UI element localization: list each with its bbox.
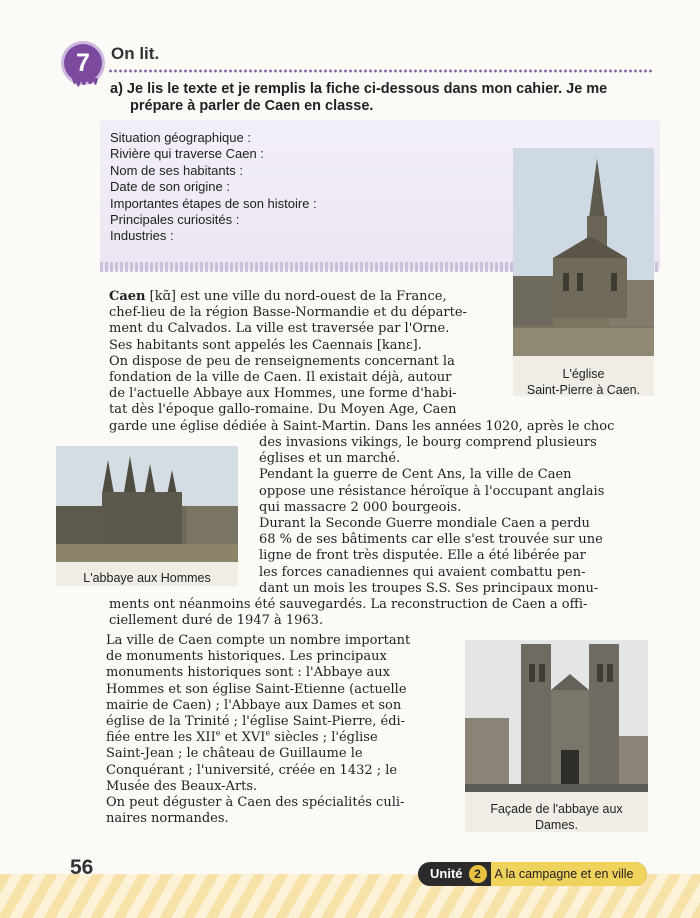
text-line: dant un mois les troupes S.S. Ses principaux monu- [259,580,599,596]
text-block-monuments [106,633,410,827]
section-title: On lit. [111,44,160,63]
text-span: et XVI [220,730,266,746]
text-line: ment du Calvados. La ville est traversée par l'Orne. [109,321,450,337]
text-block-intro [109,289,614,435]
text-line: mairie de Caen) ; l'Abbaye aux Dames et son [106,697,402,713]
text-line: Pendant la guerre de Cent Ans, la ville de Caen [259,467,572,483]
text-block-history [259,435,604,597]
superscript: e [265,728,271,738]
text-span: siècles ; l'église [270,730,378,746]
text-line: Ses habitants sont appelés les Caennais [kanɛ]. [109,337,422,353]
text-block-reconstruction [109,597,587,629]
caen-bold: Caen [109,289,146,304]
text-line: Musée des Beaux-Arts. [106,778,258,794]
unit-tab [418,862,647,886]
text-line: églises et un marché. [259,451,401,467]
exercise-number-badge: 7 [64,44,102,82]
photo-card-abbaye-hommes [56,446,238,586]
unit-title: A la campagne et en ville [491,862,648,886]
superscript: e [215,728,221,738]
fiche-line: Date de son origine : [110,179,230,195]
text-line: qui massacre 2 000 bourgeois. [259,499,462,515]
text-line: Hommes et son église Saint-Etienne (actuelle [106,681,407,697]
text-line: monuments historiques sont : l'Abbaye aux [106,665,391,681]
caption-line: L'église [562,367,605,381]
text-line: Conquérant ; l'université, créée en 1432 ; le [106,762,398,778]
text-line: On dispose de peu de renseignements concernant la [109,353,455,369]
text-line [106,730,410,746]
text-line: oppose une résistance héroïque à l'occupant anglais [259,483,605,499]
page-number: 56 [70,856,94,879]
text-span: [kɑ̃] est une ville du nord-ouest de la France, [149,289,447,304]
fiche-line: Situation géographique : [110,130,251,145]
exercise-instruction [110,81,658,115]
fiche-line: Rivière qui traverse Caen : [110,146,264,162]
unit-number: 2 [469,865,487,883]
text-line: de l'actuelle Abbaye aux Hommes, une forme d'habi- [109,386,457,402]
text-line: chef-lieu de la région Basse-Normandie et du départe- [109,305,467,321]
text-line: église de la Trinité ; l'église Saint-Pierre, édi- [106,714,406,730]
fiche-line: Industries : [110,228,174,244]
photo-abbaye-aux-dames [465,640,648,792]
text-line: ments ont néanmoins été sauvegardés. La reconstruction de Caen a offi- [109,597,588,612]
photo-abbaye-aux-hommes [56,446,238,562]
caption-line: Dames. [534,818,579,832]
text-span: fiée entre les XII [106,730,216,746]
fiche-list [110,130,317,245]
photo-card-abbaye-dames [465,640,648,832]
text-line [109,289,614,305]
fiche-line: Importantes étapes de son histoire : [110,195,317,211]
caption-abbaye-hommes: L'abbaye aux Hommes [83,571,211,585]
text-line: des invasions vikings, le bourg comprend plusieurs [259,435,597,450]
text-line: naires normandes. [106,811,229,827]
text-line: fondation de la ville de Caen. Il existait déjà, autour [109,370,452,386]
text-line: les forces canadiennes qui avaient combattu pen- [259,564,586,580]
text-line: Durant la Seconde Guerre mondiale Caen a perdu [259,516,590,532]
caption-line: Façade de l'abbaye aux [490,802,623,816]
caption-abbaye-dames [465,801,648,833]
text-line: Saint-Jean ; le château de Guillaume le [106,746,363,762]
caption-line: Saint-Pierre à Caen. [526,383,641,397]
dotted-rule [108,68,654,74]
text-line: 68 % de ses bâtiments car elle s'est trouvée sur une [259,532,603,548]
instruction-line: prépare à parler de Caen en classe. [130,98,374,114]
fiche-line: Principales curiosités : [110,212,240,228]
text-line: La ville de Caen compte un nombre important [106,633,411,648]
instruction-line: a) Je lis le texte et je remplis la fiche ci-dessous dans mon cahier. Je me [110,81,608,97]
text-line: tat dès l'époque gallo-romaine. Du Moyen Age, Caen [109,402,457,418]
text-line: garde une église dédiée à Saint-Martin. Dans les années 1020, après le choc [109,418,615,434]
text-line: ciellement duré de 1947 à 1963. [109,613,324,629]
text-line: On peut déguster à Caen des spécialités culi- [106,795,405,811]
paint-drip-decoration [70,78,100,94]
fiche-line: Nom de ses habitants : [110,162,243,178]
text-line: ligne de front très disputée. Elle a été libérée par [259,548,586,564]
unit-label: Unité [430,866,463,881]
text-line: de monuments historiques. Les principaux [106,649,387,665]
